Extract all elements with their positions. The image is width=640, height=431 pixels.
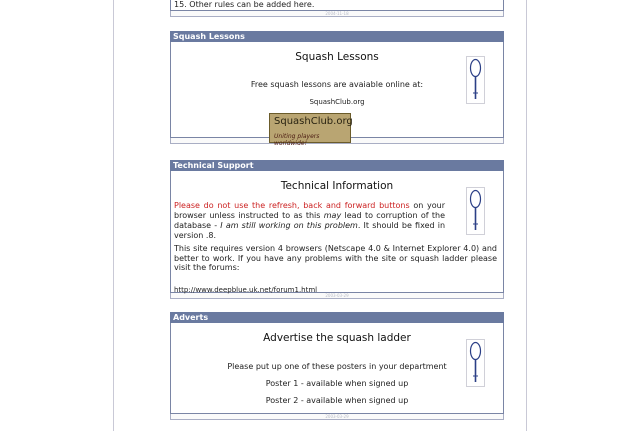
squashclub-logo[interactable] xyxy=(269,113,353,147)
warning-text: Please do not use the refresh, back and forward buttons xyxy=(174,201,410,210)
adverts-panel xyxy=(170,312,504,420)
lessons-text: Free squash lessons are avaiable online at: xyxy=(250,80,424,89)
support-text: on your browser unless instructed to as this xyxy=(174,201,446,220)
logo-text: SquashClub.org xyxy=(274,116,353,127)
support-text-em: I am still working on this problem xyxy=(220,221,358,230)
adverts-text: Please put up one of these posters in your department xyxy=(227,362,447,371)
technical-support-panel xyxy=(170,160,504,299)
support-text: . It should be fixed in version .8. xyxy=(174,221,446,240)
support-text-em: may xyxy=(323,211,342,220)
panel-title: Advertise the squash ladder xyxy=(263,332,411,344)
rule-item-15: 15. Other rules can be added here. xyxy=(174,0,315,9)
panel-date: 2003-03-29 xyxy=(170,293,504,299)
rules-panel xyxy=(170,0,504,17)
support-paragraph-2: This site requires version 4 browsers (Netscape 4.0 & Internet Explorer 4.0) and better to work. If you have any problems with the site or squash ladder please visit the forums: xyxy=(174,244,497,272)
support-paragraph-1 xyxy=(174,201,445,241)
poster-1-link[interactable]: Poster 1 - available when signed up xyxy=(265,379,409,388)
support-text: lead to corruption of the database - xyxy=(174,211,445,230)
forum-link[interactable]: http://www.deepblue.uk.net/forum1.html xyxy=(174,286,318,294)
racket-icon xyxy=(466,56,485,104)
panel-header: Adverts xyxy=(170,312,504,323)
panel-header: Technical Support xyxy=(170,160,504,171)
panel-date: 2004-11-18 xyxy=(170,11,504,17)
panel-date: 2003-03-29 xyxy=(170,414,504,420)
panel-title: Squash Lessons xyxy=(295,51,379,63)
racket-icon xyxy=(466,339,485,387)
squashclub-link[interactable]: SquashClub.org xyxy=(309,98,365,106)
racket-icon xyxy=(466,187,485,235)
panel-title: Technical Information xyxy=(280,180,394,192)
logo-tagline: Uniting players worldwide! xyxy=(274,133,320,147)
poster-2-link[interactable]: Poster 2 - available when signed up xyxy=(265,396,409,405)
squash-lessons-panel xyxy=(170,31,504,147)
panel-header: Squash Lessons xyxy=(170,31,504,42)
